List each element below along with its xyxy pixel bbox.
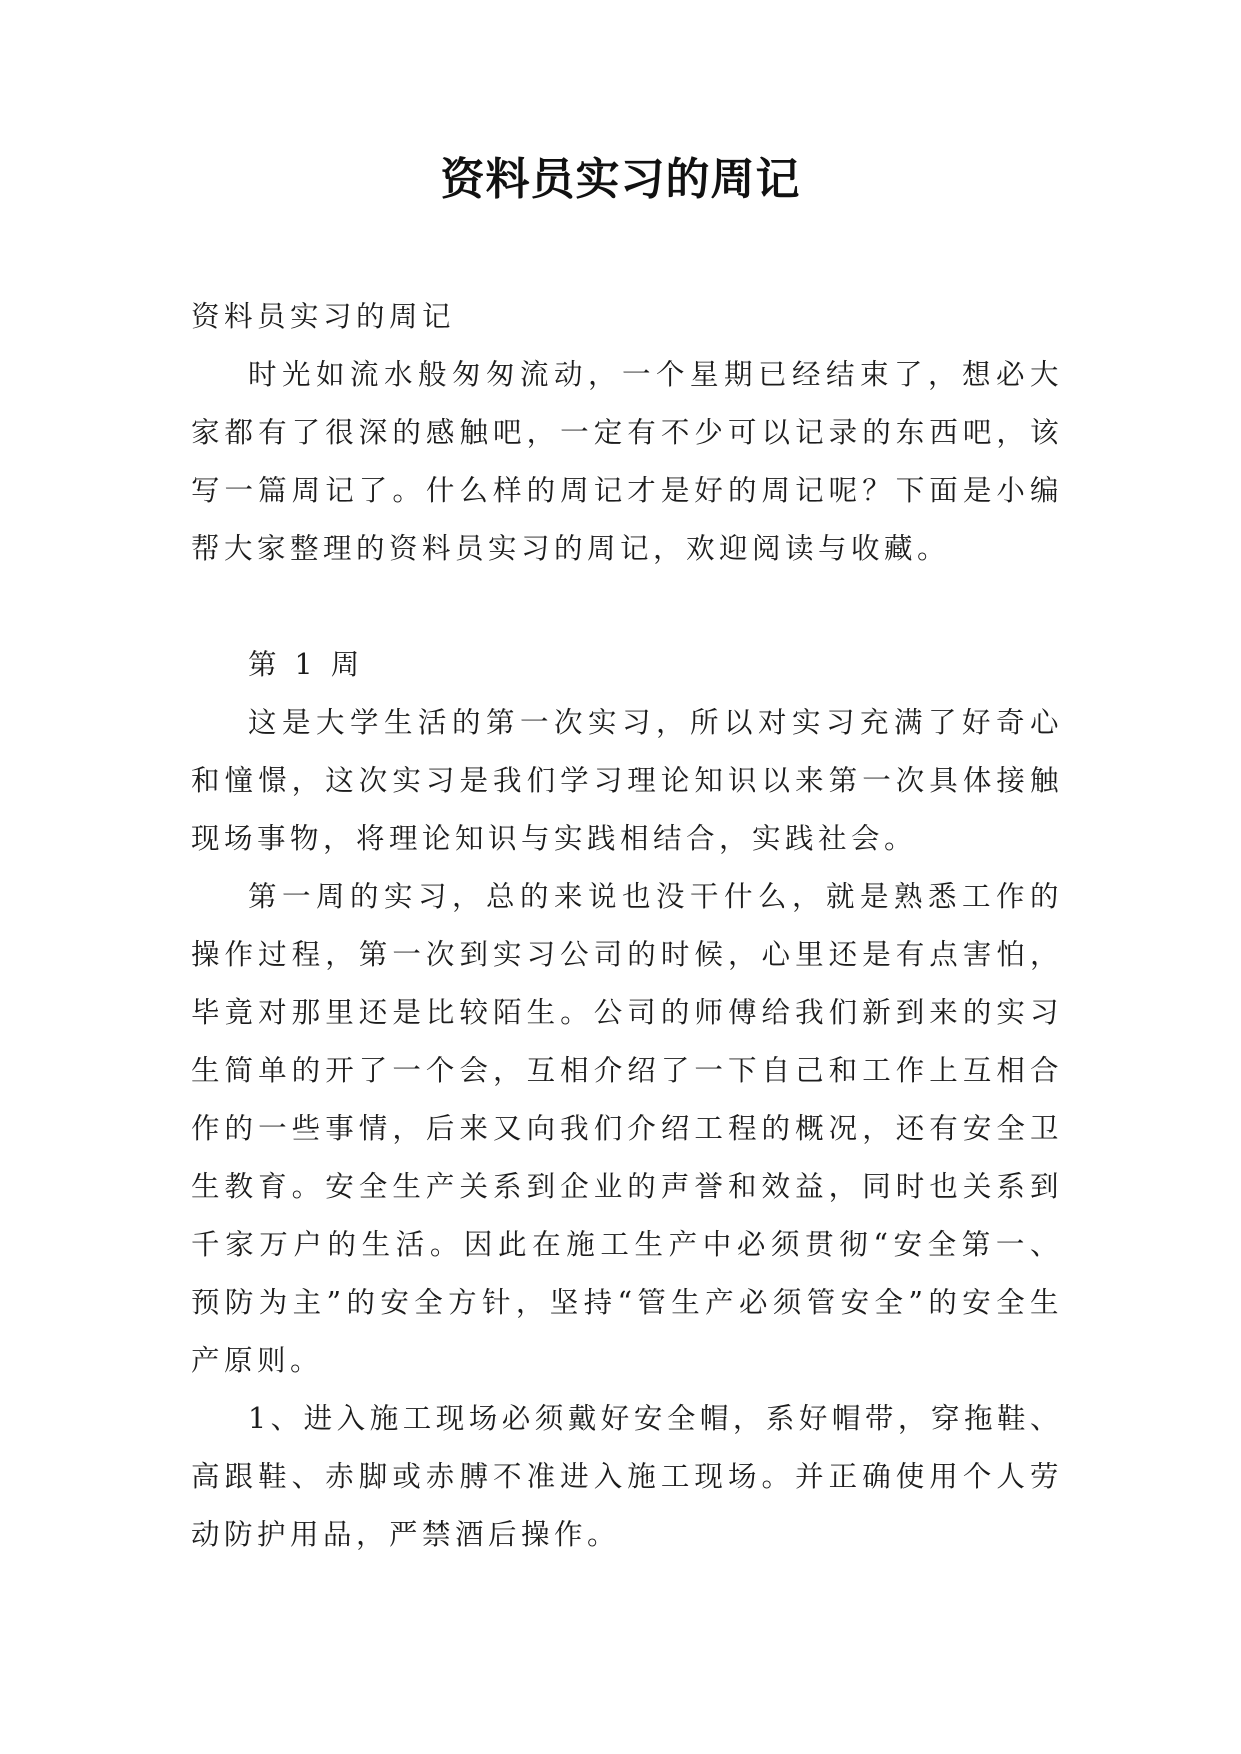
document-body <box>191 288 1063 1564</box>
paragraph-intro: 时光如流水般匆匆流动，一个星期已经结束了，想必大家都有了很深的感触吧，一定有不少可以记录的东西吧，该写一篇周记了。什么样的周记才是好的周记呢？下面是小编帮大家整理的资料员实习的周记，欢迎阅读与收藏。 <box>191 358 1063 565</box>
paragraph-spacer <box>191 578 1063 636</box>
document-title: 资料员实习的周记 <box>440 154 801 205</box>
paragraph-week-1-detail: 第一周的实习，总的来说也没干什么，就是熟悉工作的操作过程，第一次到实习公司的时候，心里还是有点害怕，毕竟对那里还是比较陌生。公司的师傅给我们新到来的实习生简单的开了一个会，互相介绍了一下自己和工作上互相合作的一些事情，后来又向我们介绍工程的概况，还有安全卫生教育。安全生产关系到企业的声誉和效益，同时也关系到千家万户的生活。因此在施工生产中必须贯彻“安全第一、预防为主”的安全方针，坚持“管生产必须管安全”的安全生产原则。 <box>191 880 1063 1377</box>
paragraph-heading: 资料员实习的周记 <box>191 300 456 333</box>
paragraph-week-1-intro: 这是大学生活的第一次实习，所以对实习充满了好奇心和憧憬，这次实习是我们学习理论知识以来第一次具体接触现场事物，将理论知识与实践相结合，实践社会。 <box>191 706 1063 855</box>
paragraph-safety-rule-1: 1、进入施工现场必须戴好安全帽，系好帽带，穿拖鞋、高跟鞋、赤脚或赤膊不准进入施工现场。并正确使用个人劳动防护用品，严禁酒后操作。 <box>191 1402 1063 1551</box>
paragraph-week-label: 第 1 周 <box>248 648 364 681</box>
